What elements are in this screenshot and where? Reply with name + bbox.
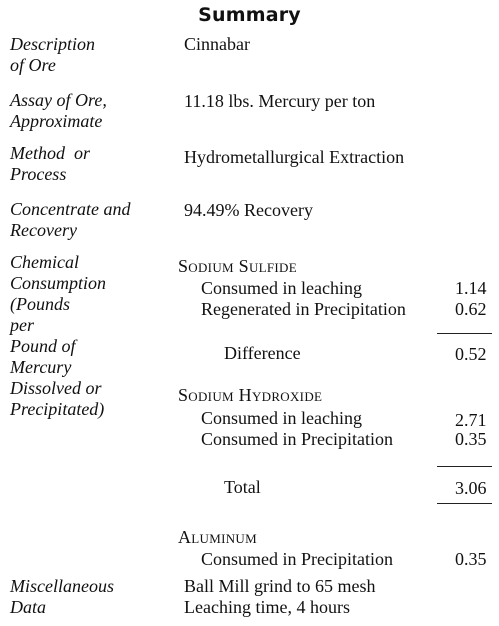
heading-aluminum: Aluminum bbox=[178, 527, 257, 547]
value-method-or-process: Hydrometallurgical Extraction bbox=[184, 147, 405, 167]
item-value: 1.14 bbox=[455, 278, 487, 298]
label-description-of-ore bbox=[10, 34, 95, 76]
label-line: Precipitated) bbox=[10, 399, 105, 419]
heading-sodium-hydroxide: Sodium Hydroxide bbox=[178, 385, 323, 405]
item-value: 0.35 bbox=[455, 549, 487, 569]
label-chemical-consumption bbox=[10, 252, 106, 420]
total-value: 3.06 bbox=[455, 478, 487, 498]
label-concentrate-and-recovery bbox=[10, 199, 130, 241]
total-value: 0.52 bbox=[455, 344, 487, 364]
label-line: Chemical bbox=[10, 252, 79, 272]
label-miscellaneous-data bbox=[10, 576, 114, 618]
label-line: Pound of bbox=[10, 336, 76, 356]
label-line: Approximate bbox=[10, 111, 103, 131]
label-line: Process bbox=[10, 164, 67, 184]
label-line: (Pounds bbox=[10, 294, 70, 314]
label-line: Data bbox=[10, 597, 46, 617]
total-underline bbox=[437, 503, 492, 504]
item-text: Consumed in leaching bbox=[201, 278, 362, 298]
label-method-or-process bbox=[10, 143, 90, 185]
value-concentrate-and-recovery: 94.49% Recovery bbox=[184, 200, 313, 220]
label-line: Dissolved or bbox=[10, 378, 102, 398]
item-value: 0.35 bbox=[455, 429, 487, 449]
label-line: of Ore bbox=[10, 55, 56, 75]
label-line: Consumption bbox=[10, 273, 107, 293]
label-line: Mercury bbox=[10, 357, 72, 377]
value-description-of-ore: Cinnabar bbox=[184, 34, 250, 54]
item-value: 0.62 bbox=[455, 299, 487, 319]
total-label: Difference bbox=[224, 343, 301, 363]
label-line: Assay of Ore, bbox=[10, 90, 107, 110]
page-title: Summary bbox=[198, 4, 301, 26]
item-text: Consumed in leaching bbox=[201, 408, 362, 428]
misc-line: Ball Mill grind to 65 mesh bbox=[184, 576, 376, 596]
label-line: Recovery bbox=[10, 220, 77, 240]
total-label: Total bbox=[224, 477, 261, 497]
misc-line: Leaching time, 4 hours bbox=[184, 597, 350, 617]
subtotal-rule bbox=[437, 466, 492, 467]
item-text: Consumed in Precipitation bbox=[201, 549, 393, 569]
item-text: Regenerated in Precipitation bbox=[201, 299, 406, 319]
label-line: Description bbox=[10, 34, 95, 54]
label-line: per bbox=[10, 315, 34, 335]
heading-sodium-sulfide: Sodium Sulfide bbox=[178, 256, 297, 276]
label-line: Method or bbox=[10, 143, 90, 163]
label-line: Miscellaneous bbox=[10, 576, 114, 596]
value-assay-of-ore: 11.18 lbs. Mercury per ton bbox=[184, 91, 376, 111]
label-assay-of-ore bbox=[10, 90, 107, 132]
label-line: Concentrate and bbox=[10, 199, 131, 219]
item-value: 2.71 bbox=[455, 410, 487, 430]
item-text: Consumed in Precipitation bbox=[201, 429, 393, 449]
subtotal-rule bbox=[437, 333, 492, 334]
